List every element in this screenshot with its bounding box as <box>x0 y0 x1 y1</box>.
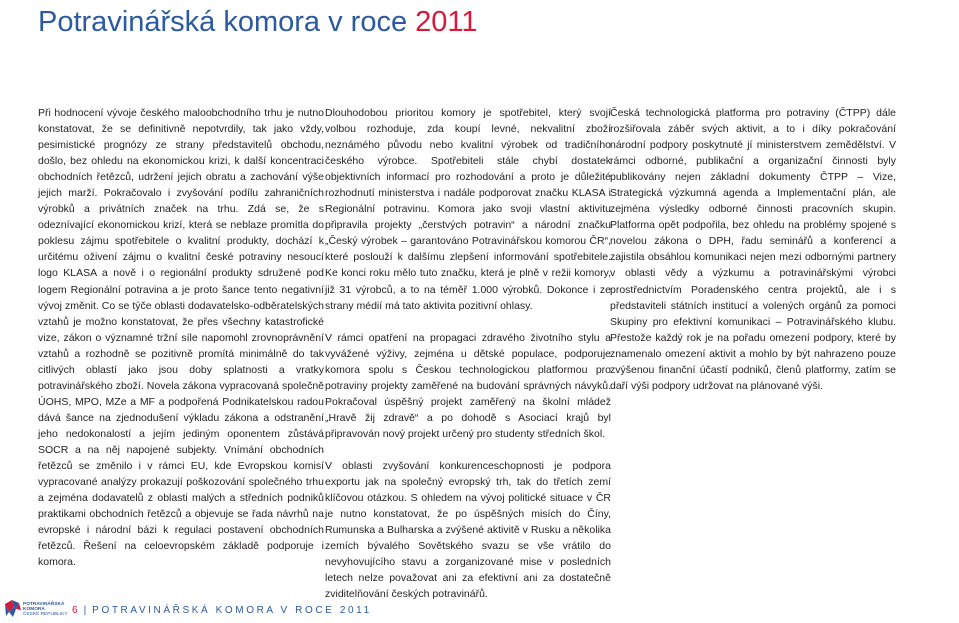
page-number: 6 <box>72 605 78 616</box>
logo-text <box>23 602 68 618</box>
paragraph: Česká technologická platforma pro potraviny (ČTPP) dále rozšiřovala záběr svých aktivit, a to i díky pokračování národní podpory poskytnuté jí ministerstvem zemědělství. V rámci odborné, publikační a organizační činnosti byly publikovány nejen základní dokumenty ČTPP – Vize, Strategická výzkumná agenda a Implementační plán, ale zejména výsledky odborné činnosti pracovních skupin. Platforma opět podpořila, bez ohledu na problémy spojené s novelou zákona o DPH, řadu seminářů a konferencí a zajistila obsáhlou komunikaci nejen mezi odbornými partnery v oblasti vědy a výzkumu a potravinářskými výrobci prostřednictvím Poradenského centra projektů, ale i s představiteli státních institucí a volených orgánů za pomoci Skupiny pro efektivní komunikaci – Potravinářského klubu. Přestože každý rok je na pořadu omezení podpory, které by znamenalo omezení aktivit a mohlo by být nahrazeno pouze zvýšenou finanční účastí podniků, členů platformy, zatím se daří výši podpory udržovat na plánované výši. <box>610 107 896 392</box>
paragraph: V oblasti zvyšování konkurenceschopnosti je podpora exportu jak na společný evropský trh, tak do třetích zemí klíčovou otázkou. S ohledem na vývoj politické situace v ČR je nutno konstatovat, že po úspěšných misích do Číny, Rumunska a Bulharska a zvýšené aktivitě v Rusku a několika zemích bývalého Sovětského svazu se vše vrátilo do nevyhovujícího stavu a zorganizované mise v posledních letech nelze považovat ani za efektivní ani za dostatečně zviditelňování českých potravinářů. <box>325 459 611 601</box>
page-title-text: Potravinářská komora v roce <box>38 6 408 38</box>
paragraph: Při hodnocení vývoje českého maloobchodního trhu je nutno konstatovat, že se definitivně nepotvrdily, tak jako vždy, pesimistické prognózy ze strany představitelů obchodu, došlo, bez ohledu na ekonomickou krizi, k další koncentraci obchodních řetězců, udržení jejich obratu a zachování výše jejich marží. Pokračovalo i zvyšování podílu zahraničních výrobků a privátních značek na trhu. Zdá se, že s odeznívající ekonomickou krizí, která se neblaze promítla do poklesu zájmu spotřebitele o kvalitní produkty, dochází k určitému oživení zájmu o kvalitní české potraviny nesoucí logo KLASA a nově i o regionální produkty sdružené pod logem Regionální potravina a je proto šance tento negativní vývoj změnit. Co se týče oblasti dodavatelsko-odběratelských vztahů je možno konstatovat, že přes všechny katastrofické vize, zákon o významné tržní síle napomohl zrovnoprávnění vztahů a rozhodně se pozitivně promítá minimálně do tak citlivých oblastí jako jsou doby splatnosti a vratky potravinářského zboží. Novela zákona vypracovaná společně ÚOHS, MPO, MZe a MF a podpořená Podnikatelskou radou dává šance na zjednodušení výkladu zákona a odstranění jeho nedokonalostí a jejím jediným oponentem zůstává SOCR a na něj napojené subjekty. Vnímání obchodních řetězců se změnilo i v rámci EU, kde Evropskou komisí vypracované analýzy prokazují poškozování společného trhu a zejména dodavatelů z oblasti malých a středních podniků praktikami obchodních řetězců a objevuje se řada návrhů na evropské i národní bázi k regulaci postavení obchodních řetězců. Řešení na celoevropském základě podporuje i komora. <box>38 107 324 569</box>
footer-title: POTRAVINÁŘSKÁ KOMORA V ROCE 2011 <box>92 605 372 616</box>
logo-line: POTRAVINÁŘSKÁ <box>23 602 65 607</box>
page-footer <box>72 604 372 618</box>
text-column-2 <box>325 105 611 602</box>
text-column-3 <box>610 105 896 394</box>
paragraph: Dlouhodobou prioritou komory je spotřebitel, který svojí volbou rozhoduje, zda koupí levné, nekvalitní zboží neznámého původu nebo kvalitní výrobek od tradičního českého výrobce. Spotřebiteli stále chybí dostatek objektivních informací pro rozhodování a proto je důležité rozhodnutí ministerstva i nadále podporovat značku KLASA i Regionální potravinu. Komora jako svoji vlastní aktivitu připravila projekty „čerstvých potravin“ a národní značku „Český výrobek – garantováno Potravinářskou komorou ČR“, které poslouží k dalšímu zlepšení informování spotřebitele. Ke konci roku mělo tuto značku, která je plně v režii komory, již 31 výrobců, a to na téměř 1.000 výrobků. Dokonce i ze strany médií má tato aktivita pozitivní ohlasy. <box>325 107 611 312</box>
logo-line: KOMORA <box>23 607 45 613</box>
paragraph: V rámci opatření na propagaci zdravého životního stylu a vyvážené výživy, zejména u dětské populace, podporuje komora spolu s Českou technologickou platformou pro potraviny projekty zaměřené na budování správných návyků. Pokračoval úspěšný projekt zaměřený na školní mládež „Hravě žij zdravě“ a po dohodě s Asociací krajů byl připravován nový projekt určený pro studenty středních škol. <box>325 331 611 440</box>
chamber-emblem-icon <box>3 598 25 622</box>
text-column-1 <box>38 105 324 570</box>
page-title-year: 2011 <box>415 6 478 38</box>
logo-line: ČESKÉ REPUBLIKY <box>23 612 68 618</box>
page-title <box>38 4 478 40</box>
chamber-logo <box>3 598 68 622</box>
footer-separator: | <box>83 605 87 616</box>
